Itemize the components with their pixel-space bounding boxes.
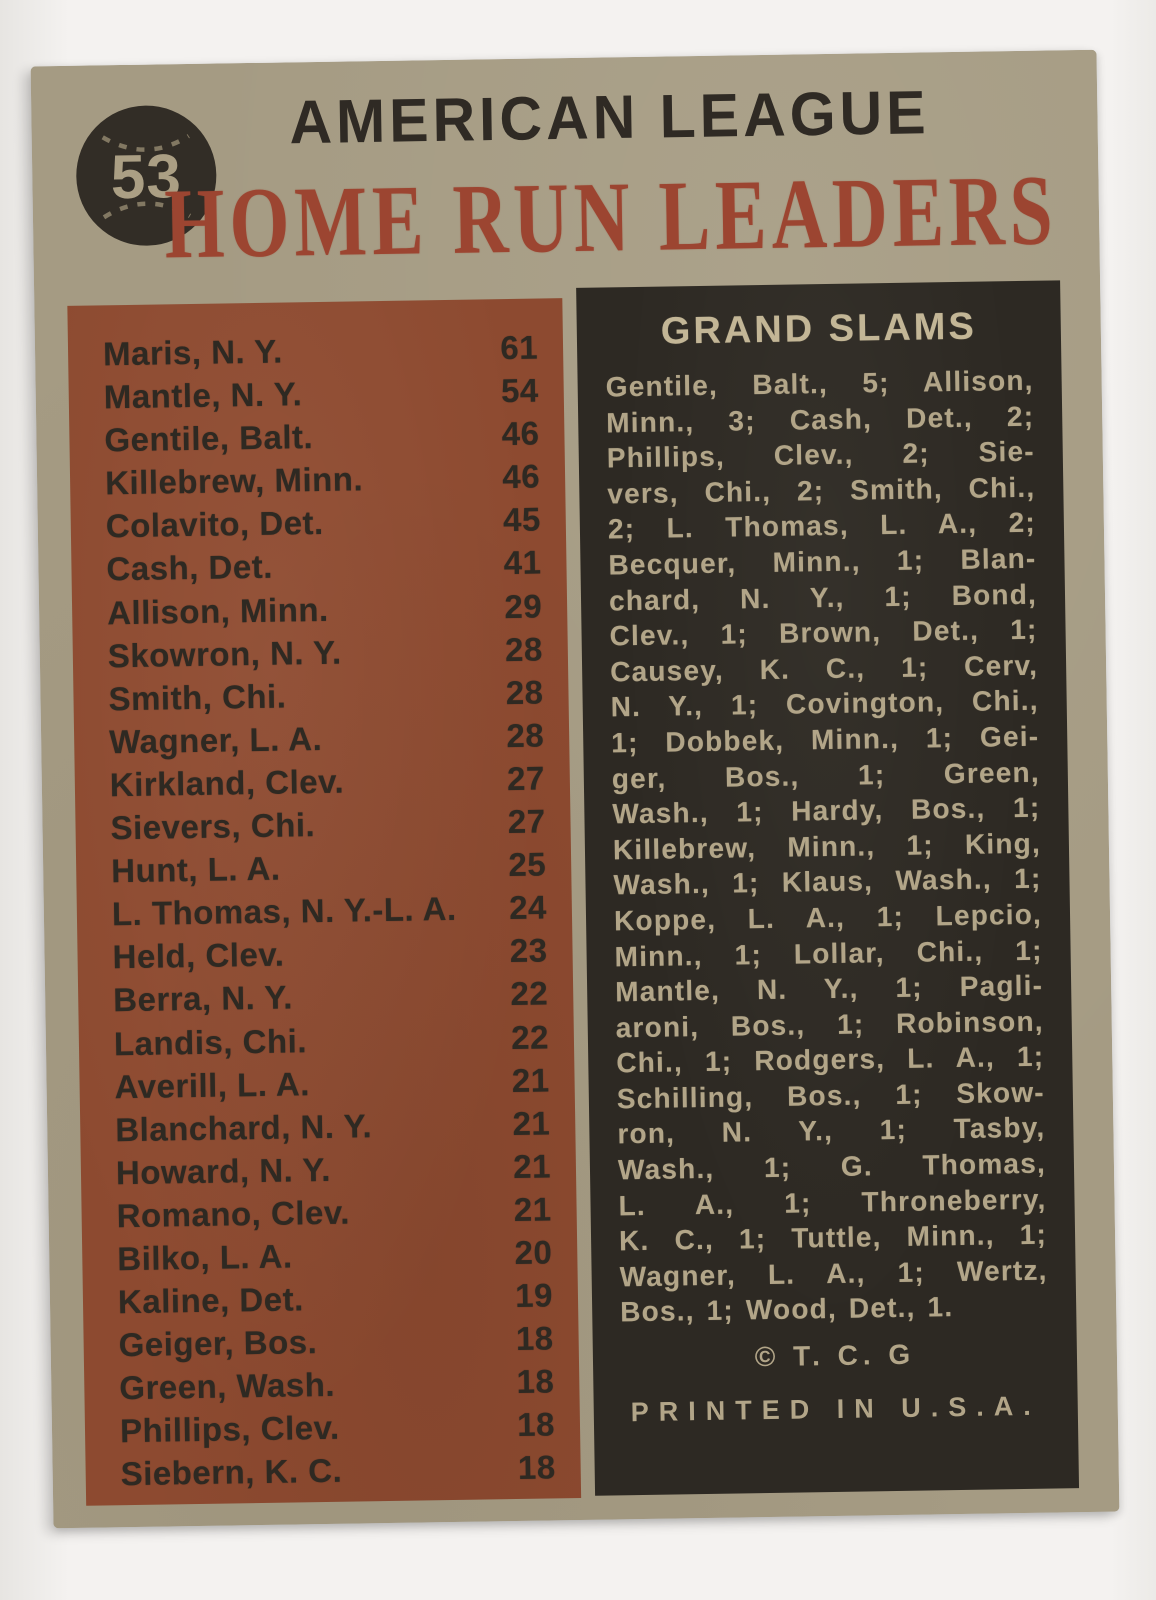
leader-hr-count: 21 bbox=[513, 1190, 552, 1228]
leader-row bbox=[113, 972, 549, 1022]
grand-slams-line: Becquer, Minn., 1; Blan- bbox=[608, 542, 1037, 581]
leader-row bbox=[103, 326, 539, 376]
leader-name: Mantle, N. Y. bbox=[103, 375, 303, 416]
printed-in-usa-notice: PRINTED IN U.S.A. bbox=[630, 1390, 1041, 1428]
leader-name: Blanchard, N. Y. bbox=[115, 1106, 373, 1148]
leader-row bbox=[118, 1273, 554, 1323]
grand-slams-line: N. Y., 1; Covington, Chi., bbox=[610, 685, 1039, 723]
leader-hr-count: 46 bbox=[502, 457, 541, 496]
leader-hr-count: 27 bbox=[506, 759, 546, 798]
card-number: 53 bbox=[110, 141, 183, 212]
leader-row bbox=[116, 1144, 552, 1194]
leader-hr-count: 18 bbox=[515, 1319, 554, 1358]
grand-slams-line: aroni, Bos., 1; Robinson, bbox=[615, 1005, 1044, 1044]
leader-hr-count: 61 bbox=[500, 328, 539, 367]
leader-hr-count: 22 bbox=[510, 974, 549, 1013]
grand-slams-line: Bos., 1; Wood, Det., 1. bbox=[619, 1291, 954, 1328]
leader-name: Cash, Det. bbox=[106, 548, 274, 588]
grand-slams-line: Killebrew, Minn., 1; King, bbox=[612, 827, 1042, 866]
leader-row bbox=[106, 541, 542, 591]
leader-row bbox=[105, 455, 541, 505]
leader-hr-count: 18 bbox=[517, 1448, 556, 1487]
leader-name: Berra, N. Y. bbox=[112, 978, 294, 1019]
leader-name: Green, Wash. bbox=[119, 1366, 336, 1407]
grand-slams-line: 1; Dobbek, Minn., 1; Gei- bbox=[611, 720, 1040, 759]
leader-name: Bilko, L. A. bbox=[117, 1237, 293, 1278]
grand-slams-line: Wash., 1; Hardy, Bos., 1; bbox=[612, 791, 1041, 830]
leader-name: Held, Clev. bbox=[112, 935, 285, 976]
leader-hr-count: 28 bbox=[506, 716, 545, 754]
grand-slams-line: L. A., 1; Throneberry, bbox=[618, 1183, 1047, 1222]
leader-hr-count: 45 bbox=[502, 500, 542, 539]
leader-name: Colavito, Det. bbox=[105, 504, 324, 545]
leader-hr-count: 21 bbox=[512, 1104, 551, 1142]
card-header bbox=[151, 50, 1070, 280]
grand-slams-text bbox=[605, 363, 1048, 1331]
leader-hr-count: 19 bbox=[514, 1276, 554, 1315]
leader-name: Siebern, K. C. bbox=[120, 1452, 343, 1493]
leader-name: Romano, Clev. bbox=[116, 1193, 351, 1235]
leader-row bbox=[114, 1015, 550, 1065]
grand-slams-line: ron, N. Y., 1; Tasby, bbox=[617, 1112, 1046, 1150]
leader-hr-count: 18 bbox=[516, 1405, 556, 1444]
grand-slams-line: vers, Chi., 2; Smith, Chi., bbox=[607, 471, 1036, 510]
leader-name: Wagner, L. A. bbox=[108, 719, 323, 761]
leader-name: Sievers, Chi. bbox=[110, 806, 316, 847]
leader-hr-count: 41 bbox=[503, 543, 542, 582]
grand-slams-line: Wash., 1; G. Thomas, bbox=[617, 1147, 1047, 1186]
leader-name: Kirkland, Clev. bbox=[109, 762, 345, 804]
grand-slams-line: Gentile, Balt., 5; Allison, bbox=[605, 364, 1034, 403]
leader-name: Landis, Chi. bbox=[113, 1021, 308, 1062]
leader-row bbox=[107, 584, 543, 634]
grand-slams-line: Causey, K. C., 1; Cerv, bbox=[609, 649, 1039, 688]
leader-hr-count: 18 bbox=[516, 1362, 555, 1401]
leader-row bbox=[105, 498, 541, 548]
grand-slams-line: Schilling, Bos., 1; Skow- bbox=[616, 1076, 1046, 1115]
leader-row bbox=[114, 1058, 550, 1108]
leader-hr-count: 27 bbox=[507, 802, 546, 841]
leader-row bbox=[109, 713, 545, 763]
grand-slams-panel bbox=[576, 280, 1079, 1495]
leader-name: Hunt, L. A. bbox=[110, 849, 281, 890]
grand-slams-line: Chi., 1; Rodgers, L. A., 1; bbox=[616, 1040, 1045, 1079]
leader-name: Skowron, N. Y. bbox=[107, 633, 342, 674]
leader-row bbox=[110, 756, 546, 806]
leader-hr-count: 23 bbox=[509, 931, 548, 970]
league-title: AMERICAN LEAGUE bbox=[288, 78, 931, 157]
leader-name: L. Thomas, N. Y.-L. A. bbox=[111, 890, 457, 933]
leader-hr-count: 54 bbox=[500, 371, 540, 410]
card-subtitle: HOME RUN LEADERS bbox=[163, 153, 1059, 280]
leader-row bbox=[112, 886, 548, 936]
leader-row bbox=[110, 800, 546, 850]
leader-name: Geiger, Bos. bbox=[118, 1323, 318, 1364]
grand-slams-line: chard, N. Y., 1; Bond, bbox=[608, 578, 1038, 617]
leader-hr-count: 46 bbox=[501, 414, 540, 453]
leader-hr-count: 21 bbox=[512, 1147, 552, 1185]
leader-row bbox=[120, 1403, 556, 1453]
home-run-leaders-panel bbox=[67, 298, 581, 1506]
leader-hr-count: 28 bbox=[504, 630, 544, 668]
leader-name: Gentile, Balt. bbox=[104, 418, 314, 459]
leader-row bbox=[111, 843, 547, 893]
grand-slams-title: GRAND SLAMS bbox=[660, 305, 978, 353]
leader-row bbox=[103, 369, 539, 419]
grand-slams-line: 2; L. Thomas, L. A., 2; bbox=[607, 507, 1037, 545]
grand-slams-line: K. C., 1; Tuttle, Minn., 1; bbox=[618, 1218, 1048, 1257]
leader-hr-count: 24 bbox=[508, 888, 548, 927]
leader-name: Howard, N. Y. bbox=[115, 1150, 332, 1192]
leader-row bbox=[108, 627, 544, 677]
leader-name: Kaline, Det. bbox=[117, 1280, 304, 1321]
leader-name: Averill, L. A. bbox=[114, 1064, 311, 1105]
leader-row bbox=[120, 1446, 556, 1496]
leader-name: Phillips, Clev. bbox=[119, 1409, 340, 1450]
leader-row bbox=[104, 412, 540, 462]
leader-row bbox=[116, 1187, 552, 1237]
trading-card-back bbox=[31, 50, 1120, 1529]
grand-slams-line: Clev., 1; Brown, Det., 1; bbox=[609, 613, 1038, 652]
leader-name: Maris, N. Y. bbox=[102, 332, 284, 373]
leader-row bbox=[115, 1101, 551, 1151]
leader-row bbox=[112, 929, 548, 979]
leader-row bbox=[117, 1230, 553, 1280]
leader-name: Killebrew, Minn. bbox=[104, 460, 364, 502]
leader-hr-count: 28 bbox=[505, 673, 544, 711]
grand-slams-line: Phillips, Clev., 2; Sie- bbox=[606, 435, 1035, 474]
grand-slams-line: Minn., 3; Cash, Det., 2; bbox=[606, 400, 1035, 439]
leader-row bbox=[119, 1360, 555, 1410]
grand-slams-line: Mantle, N. Y., 1; Pagli- bbox=[614, 969, 1044, 1008]
copyright-notice: © T. C. G bbox=[754, 1338, 916, 1373]
grand-slams-line: Minn., 1; Lollar, Chi., 1; bbox=[614, 934, 1043, 972]
leader-row bbox=[118, 1317, 554, 1367]
leader-hr-count: 21 bbox=[511, 1061, 550, 1099]
grand-slams-line: Wash., 1; Klaus, Wash., 1; bbox=[613, 862, 1042, 901]
leader-row bbox=[108, 670, 544, 720]
grand-slams-line: ger, Bos., 1; Green, bbox=[611, 756, 1041, 794]
leader-hr-count: 29 bbox=[504, 587, 543, 625]
leader-hr-count: 25 bbox=[508, 845, 547, 884]
leader-name: Allison, Minn. bbox=[106, 590, 329, 631]
grand-slams-line: Wagner, L. A., 1; Wertz, bbox=[619, 1254, 1048, 1293]
leader-name: Smith, Chi. bbox=[108, 677, 287, 718]
grand-slams-line: Koppe, L. A., 1; Lepcio, bbox=[613, 898, 1043, 937]
leader-hr-count: 20 bbox=[514, 1233, 553, 1271]
leader-hr-count: 22 bbox=[510, 1017, 550, 1056]
